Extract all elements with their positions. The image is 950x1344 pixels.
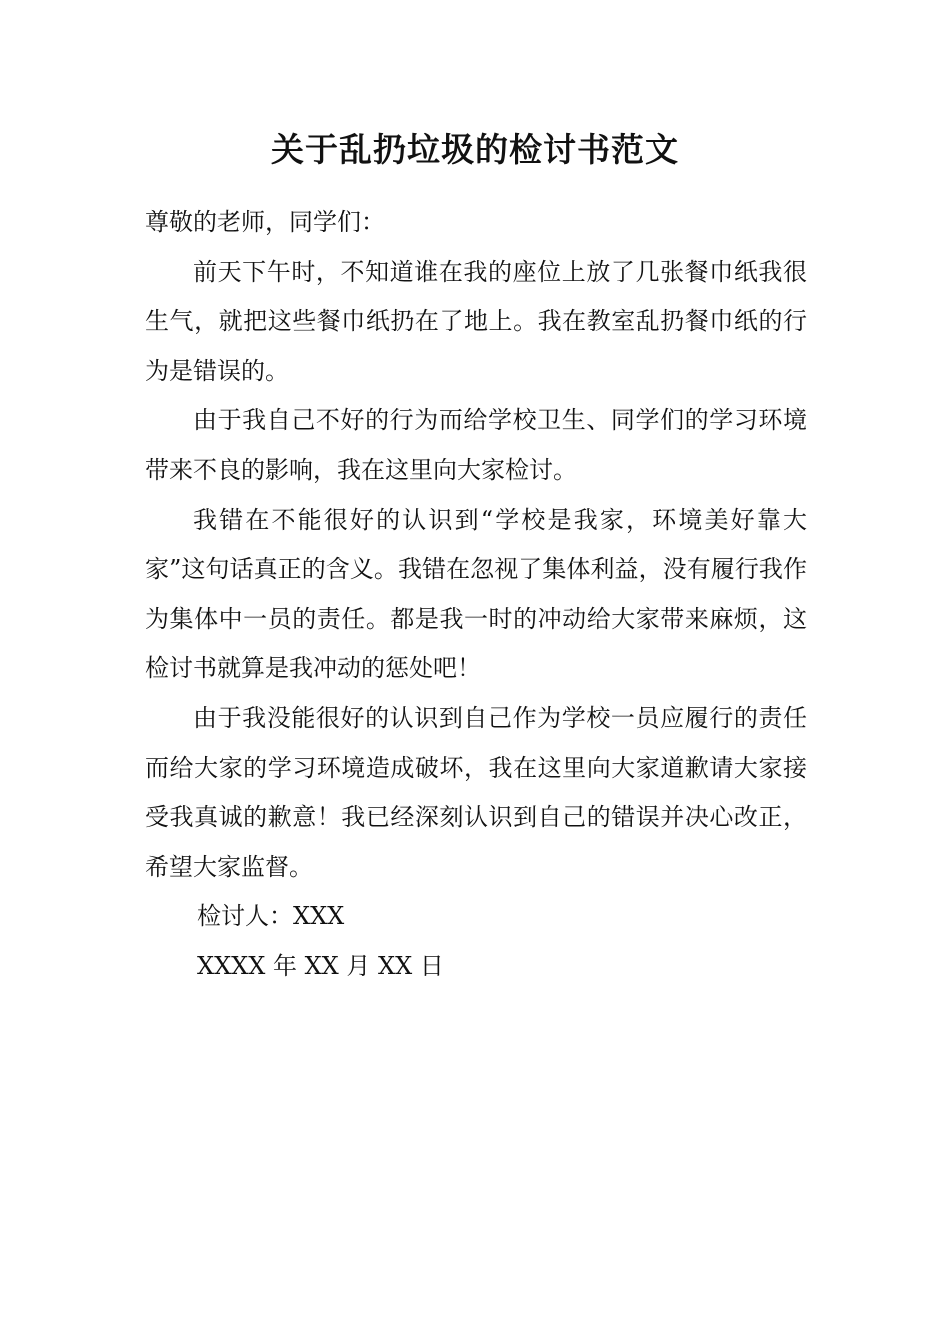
paragraph: 由于我没能很好的认识到自己作为学校一员应履行的责任而给大家的学习环境造成破坏，我在这里向大家道歉请大家接受我真诚的歉意！我已经深刻认识到自己的错误并决心改正，希望大家监督。 [145, 703, 807, 881]
signature-line: 检讨人：XXX [197, 902, 345, 931]
document-body [145, 198, 807, 992]
paragraph: 前天下午时，不知道谁在我的座位上放了几张餐巾纸我很生气，就把这些餐巾纸扔在了地上。我在教室乱扔餐巾纸的行为是错误的。 [145, 257, 807, 385]
paragraph: 我错在不能很好的认识到“学校是我家，环境美好靠大家”这句话真正的含义。我错在忽视了集体利益，没有履行我作为集体中一员的责任。都是我一时的冲动给大家带来麻烦，这检讨书就算是我冲动的惩处吧！ [145, 505, 807, 683]
date-line: XXXX 年 XX 月 XX 日 [197, 951, 444, 980]
document-title: 关于乱扔垃圾的检讨书范文 [271, 130, 679, 169]
salutation: 尊敬的老师，同学们： [145, 208, 385, 236]
paragraph: 由于我自己不好的行为而给学校卫生、同学们的学习环境带来不良的影响，我在这里向大家检讨。 [145, 406, 807, 484]
